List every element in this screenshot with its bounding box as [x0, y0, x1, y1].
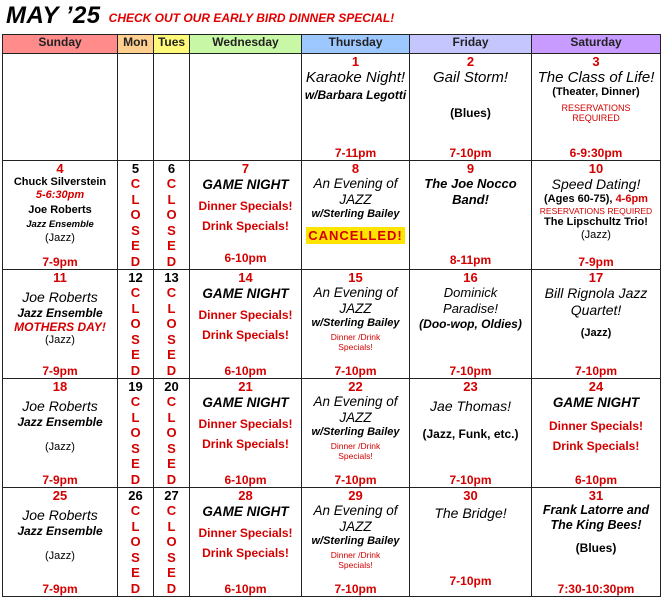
performer-name: Joe Roberts	[28, 204, 92, 216]
reservations-note: RESERVATIONS REQUIRED	[539, 206, 653, 216]
day-cell	[302, 161, 410, 270]
day-number: 18	[52, 379, 68, 394]
event-title: Frank Latorre and The King Bees!	[542, 503, 650, 532]
event-time: 7-10pm	[449, 146, 492, 160]
day-cell	[3, 161, 118, 270]
event-title: An Evening of JAZZ	[313, 503, 398, 534]
event-time: 6-9:30pm	[569, 146, 623, 160]
day-number: 30	[463, 488, 478, 503]
event-genre: (Jazz)	[45, 232, 75, 244]
specials-note: Dinner /Drink Specials!	[330, 550, 381, 570]
week-row	[3, 54, 661, 161]
day-cell	[410, 488, 532, 597]
event-time: 6-10pm	[224, 582, 267, 596]
day-cell	[302, 379, 410, 488]
closed-day-cell	[118, 161, 154, 270]
event-title: GAME NIGHT	[202, 177, 289, 192]
event-title: An Evening of JAZZ	[313, 285, 398, 316]
performer-name: Joe Roberts	[22, 398, 98, 414]
empty-day-cell	[154, 54, 190, 161]
closed-day-cell	[154, 161, 190, 270]
performer-name: The Lipschultz Trio!	[544, 216, 648, 228]
event-genre: (Blues)	[450, 106, 491, 120]
header-sunday: Sunday	[3, 35, 118, 54]
event-time: 7-10pm	[334, 582, 377, 596]
day-number: 20	[164, 379, 179, 394]
day-number: 11	[53, 270, 67, 285]
performer-subtitle: Jazz Ensemble	[17, 306, 103, 320]
event-subtitle: w/Sterling Bailey	[311, 535, 400, 547]
day-number: 28	[238, 488, 253, 503]
day-number: 25	[52, 488, 68, 503]
day-cell	[302, 54, 410, 161]
closed-day-cell	[118, 270, 154, 379]
day-cell	[532, 379, 661, 488]
event-time: 7:30-10:30pm	[557, 582, 635, 596]
event-title: GAME NIGHT	[552, 395, 640, 410]
day-number: 26	[128, 488, 143, 503]
day-number: 4	[56, 161, 64, 176]
closed-label: C L O S E D	[130, 394, 141, 487]
event-title: An Evening of JAZZ	[313, 394, 398, 425]
day-cell	[190, 270, 302, 379]
event-genre: (Jazz)	[581, 229, 611, 241]
event-title: GAME NIGHT	[202, 395, 289, 410]
event-title: The Joe Nocco Band!	[424, 176, 517, 207]
day-number: 14	[238, 270, 253, 285]
day-number: 29	[348, 488, 363, 503]
empty-day-cell	[118, 54, 154, 161]
event-subtitle: w/Sterling Bailey	[311, 317, 400, 329]
event-time: 7-11pm	[334, 146, 377, 160]
event-title: GAME NIGHT	[202, 504, 289, 519]
event-genre: (Theater, Dinner)	[552, 86, 640, 98]
drink-specials: Drink Specials!	[552, 439, 640, 453]
empty-day-cell	[3, 54, 118, 161]
event-time: 6-10pm	[224, 364, 267, 378]
empty-day-cell	[190, 54, 302, 161]
calendar-grid	[2, 34, 661, 597]
day-cell	[410, 161, 532, 270]
dinner-specials: Dinner Specials!	[198, 199, 293, 213]
performer-name: Joe Roberts	[22, 289, 98, 305]
day-cell	[3, 379, 118, 488]
closed-label: C L O S E D	[166, 503, 177, 596]
event-time: 6-10pm	[574, 473, 618, 487]
day-cell	[532, 161, 661, 270]
drink-specials: Drink Specials!	[202, 437, 289, 451]
event-title: Speed Dating!	[551, 176, 641, 192]
week-row	[3, 270, 661, 379]
event-time: 8-11pm	[449, 253, 492, 267]
event-title: Karaoke Night!	[305, 69, 406, 86]
event-title: Gail Storm!	[432, 69, 508, 86]
day-number: 13	[164, 270, 179, 285]
day-number: 10	[588, 161, 604, 176]
dinner-specials: Dinner Specials!	[198, 526, 293, 540]
event-time: 7-10pm	[334, 364, 377, 378]
drink-specials: Drink Specials!	[202, 328, 289, 342]
event-time: 7-10pm	[574, 364, 618, 378]
event-genre: (Jazz)	[580, 327, 612, 339]
day-cell	[410, 54, 532, 161]
promo-banner: CHECK OUT OUR EARLY BIRD DINNER SPECIAL!	[108, 11, 395, 25]
event-time: 5-6:30pm	[35, 189, 85, 201]
day-cell	[190, 379, 302, 488]
closed-label: C L O S E D	[130, 503, 141, 596]
event-time: 7-9pm	[578, 255, 614, 269]
closed-day-cell	[154, 379, 190, 488]
day-cell	[532, 488, 661, 597]
event-title: The Class of Life!	[537, 69, 655, 86]
day-cell	[302, 488, 410, 597]
closed-label: C L O S E D	[166, 285, 177, 378]
day-number: 3	[592, 54, 600, 69]
event-title: An Evening of JAZZ	[313, 176, 398, 207]
closed-day-cell	[118, 488, 154, 597]
performer-name: Chuck Silverstein	[13, 176, 107, 188]
closed-label: C L O S E D	[130, 285, 141, 378]
performer-subtitle: Jazz Ensemble	[17, 524, 103, 538]
event-time: 6-10pm	[224, 473, 267, 487]
header-saturday: Saturday	[532, 35, 661, 54]
day-cell	[410, 270, 532, 379]
calendar-header	[6, 0, 394, 32]
performer-name: Joe Roberts	[22, 507, 98, 523]
specials-note: Dinner /Drink Specials!	[330, 332, 381, 352]
drink-specials: Drink Specials!	[202, 219, 289, 233]
dinner-specials: Dinner Specials!	[198, 308, 293, 322]
closed-day-cell	[118, 379, 154, 488]
closed-label: C L O S E D	[130, 176, 141, 269]
event-title: GAME NIGHT	[202, 286, 289, 301]
month-title: MAY ’25	[6, 2, 101, 29]
event-time: 7-10pm	[334, 473, 377, 487]
performer-subtitle: Jazz Ensemble	[17, 415, 103, 429]
event-title: Jae Thomas!	[430, 398, 511, 414]
day-cell	[302, 270, 410, 379]
age-range: (Ages 60-75), 4-6pm	[544, 193, 648, 205]
event-genre: (Blues)	[575, 541, 617, 555]
event-genre: (Jazz)	[45, 334, 75, 346]
closed-day-cell	[154, 488, 190, 597]
event-title: The Bridge!	[434, 505, 507, 521]
day-cell	[3, 270, 118, 379]
day-number: 27	[164, 488, 179, 503]
reservations-note: RESERVATIONS REQUIRED	[561, 103, 631, 123]
day-number: 19	[128, 379, 143, 394]
day-number: 15	[348, 270, 363, 285]
day-number: 22	[348, 379, 363, 394]
dinner-specials: Dinner Specials!	[198, 417, 293, 431]
event-subtitle: w/Barbara Legotti	[304, 88, 407, 102]
event-time: 7-10pm	[449, 364, 492, 378]
week-row	[3, 161, 661, 270]
header-thursday: Thursday	[302, 35, 410, 54]
day-number: 5	[131, 161, 140, 176]
event-title: Dominick Paradise!	[443, 285, 498, 316]
header-tuesday: Tues	[154, 35, 190, 54]
closed-day-cell	[154, 270, 190, 379]
day-number: 6	[167, 161, 176, 176]
closed-label: C L O S E D	[166, 176, 177, 269]
event-title: Bill Rignola Jazz Quartet!	[544, 285, 648, 318]
day-number: 31	[588, 488, 604, 503]
day-cell	[190, 488, 302, 597]
event-time: 7-10pm	[449, 473, 492, 487]
day-number: 8	[351, 161, 360, 176]
day-number: 21	[238, 379, 253, 394]
event-genre: (Jazz)	[45, 550, 75, 562]
closed-label: C L O S E D	[166, 394, 177, 487]
day-cell	[532, 270, 661, 379]
event-time: 7-10pm	[449, 574, 492, 588]
header-wednesday: Wednesday	[190, 35, 302, 54]
day-number: 9	[466, 161, 475, 176]
week-row	[3, 488, 661, 597]
day-number: 7	[241, 161, 250, 176]
day-number: 23	[463, 379, 478, 394]
day-number: 16	[463, 270, 478, 285]
day-number: 1	[351, 54, 360, 69]
header-monday: Mon	[118, 35, 154, 54]
event-time: 7-9pm	[42, 255, 78, 269]
week-row	[3, 379, 661, 488]
holiday-label: MOTHERS DAY!	[14, 320, 106, 334]
event-time: 7-9pm	[42, 473, 78, 487]
day-number: 17	[588, 270, 604, 285]
day-cell	[532, 54, 661, 161]
cancelled-badge: CANCELLED!	[308, 228, 403, 243]
specials-note: Dinner /Drink Specials!	[330, 441, 381, 461]
dinner-specials: Dinner Specials!	[548, 419, 644, 433]
header-friday: Friday	[410, 35, 532, 54]
performer-subtitle: Jazz Ensemble	[26, 219, 94, 230]
event-time: 7-9pm	[42, 582, 78, 596]
event-subtitle: w/Sterling Bailey	[311, 208, 400, 220]
event-genre: (Jazz, Funk, etc.)	[422, 427, 519, 441]
event-time: 7-9pm	[42, 364, 78, 378]
day-number: 2	[466, 54, 475, 69]
day-cell	[190, 161, 302, 270]
day-cell	[410, 379, 532, 488]
day-number: 12	[128, 270, 143, 285]
day-cell	[3, 488, 118, 597]
weekday-header-row	[3, 35, 661, 54]
day-number: 24	[588, 379, 604, 394]
event-genre: (Doo-wop, Oldies)	[419, 317, 522, 331]
event-genre: (Jazz)	[45, 441, 75, 453]
event-subtitle: w/Sterling Bailey	[311, 426, 400, 438]
event-time: 6-10pm	[224, 251, 267, 265]
drink-specials: Drink Specials!	[202, 546, 289, 560]
